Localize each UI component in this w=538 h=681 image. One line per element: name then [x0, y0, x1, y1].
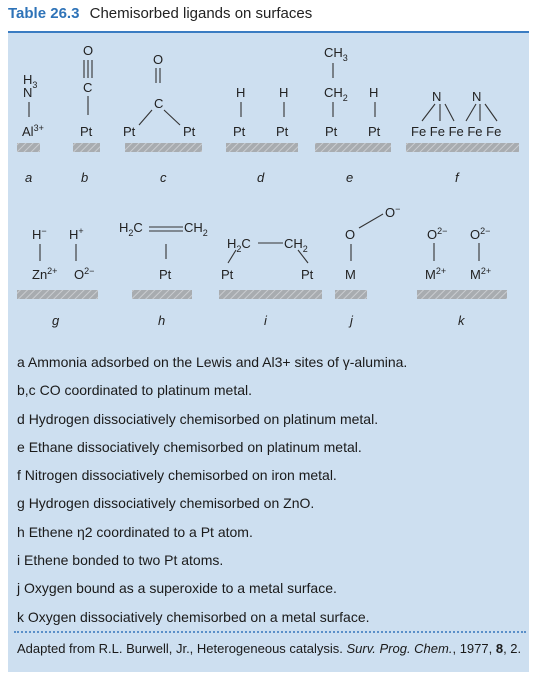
atom-i-ch2: $CH_2$ — [284, 236, 308, 254]
atom-h-ch2: $CH_2$ — [184, 220, 208, 238]
caption-line-bc: b,c CO coordinated to platinum metal. — [17, 382, 253, 399]
table-label: Table 26.3 — [8, 5, 80, 22]
atom-a-h3: $H_3$ — [23, 72, 38, 90]
atom-a-al: $Al^{3+}$ — [22, 123, 44, 139]
caption-line-a: a Ammonia adsorbed on the Lewis and Al3+ sites of γ-alumina. — [17, 354, 408, 370]
panel-label-g: g — [52, 313, 60, 328]
panel-label-f: f — [455, 170, 459, 185]
panel-label-k: k — [458, 313, 465, 328]
caption-line-e: e Ethane dissociatively chemisorbed on platinum metal. — [17, 438, 362, 455]
atom-e-ch3: $CH_3$ — [324, 45, 348, 63]
caption-line-k: k Oxygen dissociatively chemisorbed on a metal surface. — [17, 608, 370, 625]
atom-b-o: O — [83, 43, 94, 58]
panel-label-i: i — [264, 313, 267, 328]
atom-b-pt: Pt — [80, 124, 93, 139]
atom-d-pt2: Pt — [276, 124, 289, 139]
atom-h-h2c: $H_2C$ — [119, 220, 143, 238]
atom-e-h: H — [369, 85, 379, 100]
atom-e-pt2: Pt — [368, 124, 381, 139]
atom-j-m: M — [345, 267, 356, 282]
atom-k-o2: $O^{2-}$ — [470, 226, 491, 242]
panel-label-h: h — [158, 313, 166, 328]
atom-d-h2: H — [279, 85, 289, 100]
atom-i-pt1: Pt — [221, 267, 234, 282]
source-note: Adapted from R.L. Burwell, Jr., Heterogeneous catalysis. Surv. Prog. Chem., 1977, 8, 2. — [17, 641, 522, 656]
atom-d-h1: H — [236, 85, 246, 100]
panel-label-c: c — [160, 170, 167, 185]
atom-g-o: $O^{2-}$ — [74, 266, 95, 282]
caption-line-i: i Ethene bonded to two Pt atoms. — [17, 552, 224, 569]
atom-k-m1: $M^{2+}$ — [425, 266, 447, 282]
caption-line-g: g Hydrogen dissociatively chemisorbed on ZnO. — [17, 495, 315, 512]
atom-c-pt1: Pt — [123, 124, 136, 139]
dotted-divider — [14, 631, 526, 633]
atom-k-o1: $O^{2-}$ — [427, 226, 448, 242]
atom-f-n1: N — [432, 89, 442, 104]
atom-f-fe: Fe Fe Fe Fe Fe — [411, 124, 502, 139]
panel-label-d: d — [257, 170, 265, 185]
atom-a-n: N — [23, 85, 33, 100]
atom-c-o: O — [153, 52, 164, 67]
atom-h-pt: Pt — [159, 267, 172, 282]
caption-line-f: f Nitrogen dissociatively chemisorbed on iron metal. — [17, 467, 337, 484]
atom-e-pt1: Pt — [325, 124, 338, 139]
caption-line-d: d Hydrogen dissociatively chemisorbed on platinum metal. — [17, 410, 379, 427]
caption-list — [17, 348, 522, 631]
atom-i-pt2: Pt — [301, 267, 314, 282]
caption-line-h: h Ethene η2 coordinated to a Pt atom. — [17, 523, 253, 540]
chemisorption-diagram — [8, 33, 529, 338]
atom-d-pt1: Pt — [233, 124, 246, 139]
table-caption: Chemisorbed ligands on surfaces — [89, 5, 313, 22]
atom-g-hminus: H− — [32, 226, 47, 242]
caption-line-j: j Oxygen bound as a superoxide to a metal surface. — [17, 580, 337, 597]
panel-label-e: e — [346, 170, 354, 185]
table-title — [8, 5, 312, 22]
atom-b-c: C — [83, 80, 93, 95]
panel-label-a: a — [25, 170, 33, 185]
atom-e-ch2: $CH_2$ — [324, 85, 348, 103]
atom-g-hplus: H+ — [69, 226, 84, 242]
atom-g-zn: $Zn^{2+}$ — [32, 266, 58, 282]
panel-label-b: b — [81, 170, 89, 185]
panel-label-j: j — [350, 313, 353, 328]
atom-c-c: C — [154, 96, 164, 111]
atom-j-ominus: O− — [385, 204, 401, 220]
atom-k-m2: $M^{2+}$ — [470, 266, 492, 282]
atom-f-n2: N — [472, 89, 482, 104]
atom-c-pt2: Pt — [183, 124, 196, 139]
atom-j-o: O — [345, 227, 356, 242]
atom-i-h2c: $H_2C$ — [227, 236, 251, 254]
